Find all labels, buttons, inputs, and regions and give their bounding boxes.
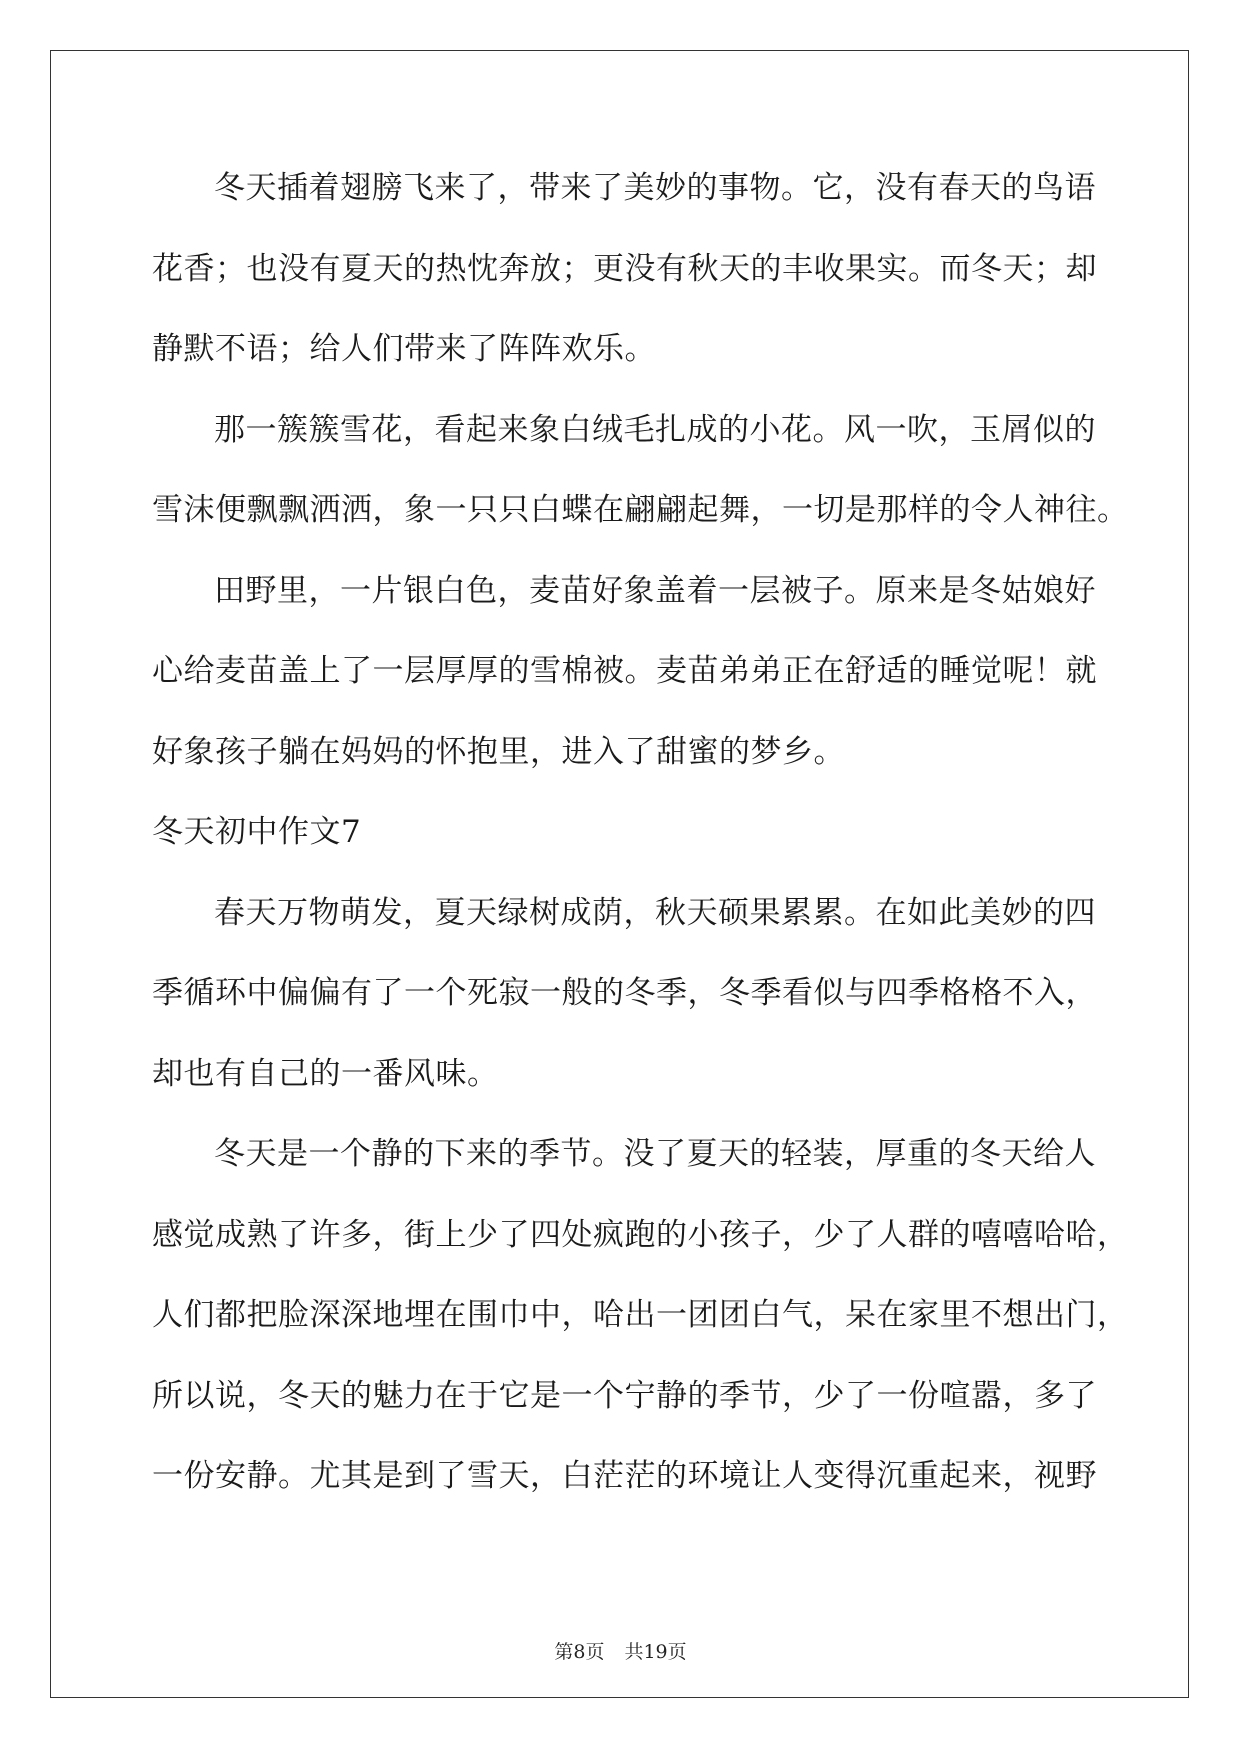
text-line: 那一簇簇雪花，看起来象白绒毛扎成的小花。风一吹，玉屑似的	[214, 411, 1096, 448]
text-line: 冬天插着翅膀飞来了，带来了美妙的事物。它，没有春天的鸟语	[214, 170, 1096, 206]
text-line: 好象孩子躺在妈妈的怀抱里，进入了甜蜜的梦乡。	[152, 733, 845, 770]
text-line: 静默不语；给人们带来了阵阵欢乐。	[152, 331, 656, 367]
text-line: 心给麦苗盖上了一层厚厚的雪棉被。麦苗弟弟正在舒适的睡觉呢！就	[152, 653, 1097, 689]
document-body	[152, 148, 1129, 1517]
text-line: 所以说，冬天的魅力在于它是一个宁静的季节，少了一份喧嚣，多了	[152, 1377, 1097, 1414]
page-number: 第8页	[554, 1641, 605, 1663]
text-line: 却也有自己的一番风味。	[152, 1055, 499, 1092]
page-total: 共19页	[624, 1641, 687, 1663]
text-line: 人们都把脸深深地埋在围巾中，哈出一团团白气，呆在家里不想出门，	[152, 1297, 1129, 1333]
text-line: 田野里，一片银白色，麦苗好象盖着一层被子。原来是冬姑娘好	[214, 572, 1096, 609]
text-line: 花香；也没有夏天的热忱奔放；更没有秋天的丰收果实。而冬天；却	[152, 250, 1097, 287]
text-line: 雪沫便飘飘洒洒，象一只只白蝶在翩翩起舞，一切是那样的令人神往。	[152, 492, 1129, 528]
section-heading: 冬天初中作文7	[152, 814, 362, 850]
text-line: 感觉成熟了许多，街上少了四处疯跑的小孩子，少了人群的嘻嘻哈哈，	[152, 1216, 1129, 1253]
text-line: 春天万物萌发，夏天绿树成荫，秋天硕果累累。在如此美妙的四	[214, 894, 1096, 931]
page-footer	[0, 1637, 1241, 1664]
text-line: 一份安静。尤其是到了雪天，白茫茫的环境让人变得沉重起来，视野	[152, 1458, 1097, 1494]
text-line: 季循环中偏偏有了一个死寂一般的冬季，冬季看似与四季格格不入，	[152, 975, 1097, 1011]
text-line: 冬天是一个静的下来的季节。没了夏天的轻装，厚重的冬天给人	[214, 1136, 1096, 1172]
